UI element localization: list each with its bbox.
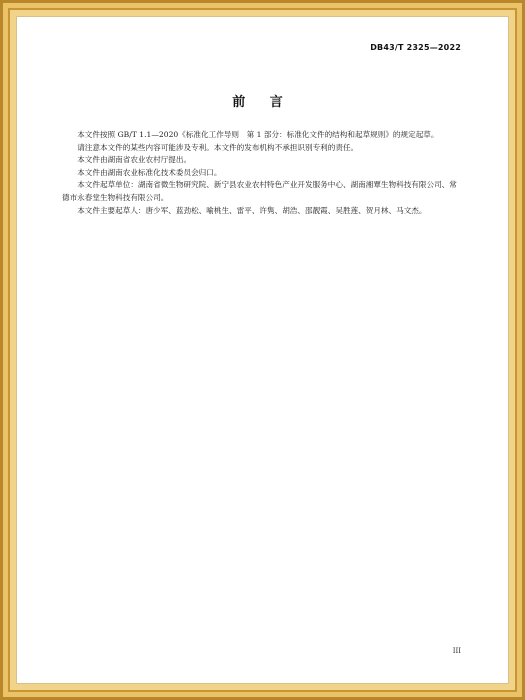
page-title: 前 言 bbox=[232, 95, 293, 110]
document-page bbox=[16, 16, 509, 684]
page-number: III bbox=[452, 647, 461, 655]
preface-body bbox=[62, 129, 457, 217]
document-code: DB43/T 2325—2022 bbox=[370, 43, 461, 52]
paragraph-patent-notice: 请注意本文件的某些内容可能涉及专利。本文件的发布机构不承担识别专利的责任。 bbox=[77, 142, 359, 152]
paragraph-drafting-basis: 本文件按照 GB/T 1.1—2020《标准化工作导则 第 1 部分：标准化文件的结构和起草规则》的规定起草。 bbox=[77, 130, 439, 139]
paragraph-drafters: 本文件主要起草人：唐少军、蓝劲松、喻桃生、雷平、许隽、胡浩、邵靓霞、吴胜莲、贺月林、马文杰。 bbox=[77, 205, 427, 215]
paragraph-proposer: 本文件由湖南省农业农村厅提出。 bbox=[77, 155, 192, 165]
paragraph-committee: 本文件由湖南农业标准化技术委员会归口。 bbox=[77, 167, 222, 177]
paragraph-drafting-units: 本文件起草单位：湖南省微生物研究院、新宁县农业农村特色产业开发服务中心、湖南湘覃生物科技有限公司、常德市永春堂生物科技有限公司。 bbox=[62, 180, 457, 202]
